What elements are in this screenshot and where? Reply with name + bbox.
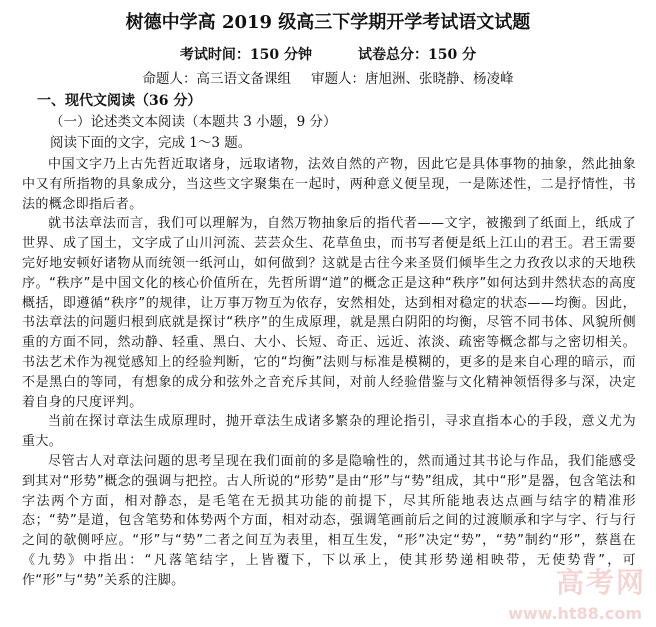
exam-time: 考试时间：150 分钟 [179, 47, 312, 63]
exam-total-score: 试卷总分：150 分 [358, 47, 477, 63]
exam-setter: 命题人：高三语文备课组 [142, 71, 291, 87]
passage-paragraph: 就书法章法而言，我们可以理解为，自然万物抽象后的指代者——文字，被搬到了纸面上，纸成了世界、成了国土，文字成了山川河流、芸芸众生、花草鱼虫，而书写者便是纸上江山的君王。君王需要完好地安顿好诸物从而统领一纸河山，如何做到？这就是古往今来圣贤们倾毕生之力孜孜以求的天地秩序。“秩序”是中国文化的核心价值所在，先哲所谓“道”的概念正是这种“秩序”如何达到井然状态的高度概括，即遵循“秩序”的规律，让万事万物互为依存，安然相处，达到相对稳定的状态——均衡。因此，书法章法的问题归根到底就是探讨“秩序”的生成原理，就是黑白阴阳的均衡，尽管不同书体、风貌所侧重的方面不同，然动静、轻重、黑白、大小、长短、奇正、远近、浓淡、疏密等概念都与之密切相关。书法艺术作为视觉感知上的经验判断，它的“均衡”法则与标准是模糊的，更多的是来自心理的暗示，而不是黑白的等同，有想象的成分和弦外之音充斥其间，对前人经验借鉴与文化精神领悟得多与深，决定着自身的尺度评判。 [22, 216, 636, 410]
reading-passage [22, 155, 636, 591]
section-heading: 一、现代文阅读（36 分） [37, 93, 202, 109]
section-subheading: （一）论述类文本阅读（本题共 3 小题，9 分） [50, 114, 337, 130]
passage-paragraph: 尽管古人对章法问题的思考呈现在我们面前的多是隐喻性的，然而通过其书论与作品，我们能感受到其对“形势”概念的强调与把控。古人所说的“形势”是由“形”与“势”组成，其中“形”是器，包含笔法和字法两个方面，相对静态，是毛笔在无损其功能的前提下，尽其所能地表达点画与结字的精准形态；“势”是道，包含笔势和体势两个方面，相对动态，强调笔画前后之间的过渡顺承和字与字、行与行之间的欹侧呼应。“形”与“势”二者之间互为表里，相互生发，“形”决定“势”，“势”制约“形”，蔡邕在《九势》中指出：“凡落笔结字，上皆覆下，下以承上，使其形势递相映带，无使势背”，可作“形”与“势”关系的注脚。 [22, 453, 636, 588]
exam-meta [0, 46, 656, 64]
passage-paragraph: 当前在探讨章法生成原理时，抛开章法生成诸多繁杂的理论指引，寻求直指本心的手段，意义尤为重大。 [22, 414, 636, 450]
exam-authors [0, 70, 656, 88]
exam-reviewer: 审题人：唐旭洲、张晓静、杨凌峰 [311, 71, 514, 87]
passage-paragraph: 中国文字乃上古先哲近取诸身，远取诸物，法效自然的产物，因此它是具体事物的抽象，然此抽象中又有所指物的具象成分，当这些文字聚集在一起时，两种意义便呈现，一是陈述性，二是抒情性，书法的概念即指后者。 [22, 157, 636, 212]
watermark-logo: 高考网 [555, 566, 646, 599]
reading-instruction: 阅读下面的文字，完成 1～3 题。 [50, 135, 252, 151]
exam-title: 树德中学高 2019 级高三下学期开学考试语文试题 [125, 12, 531, 33]
watermark-url: www.ht88.com [508, 604, 642, 623]
